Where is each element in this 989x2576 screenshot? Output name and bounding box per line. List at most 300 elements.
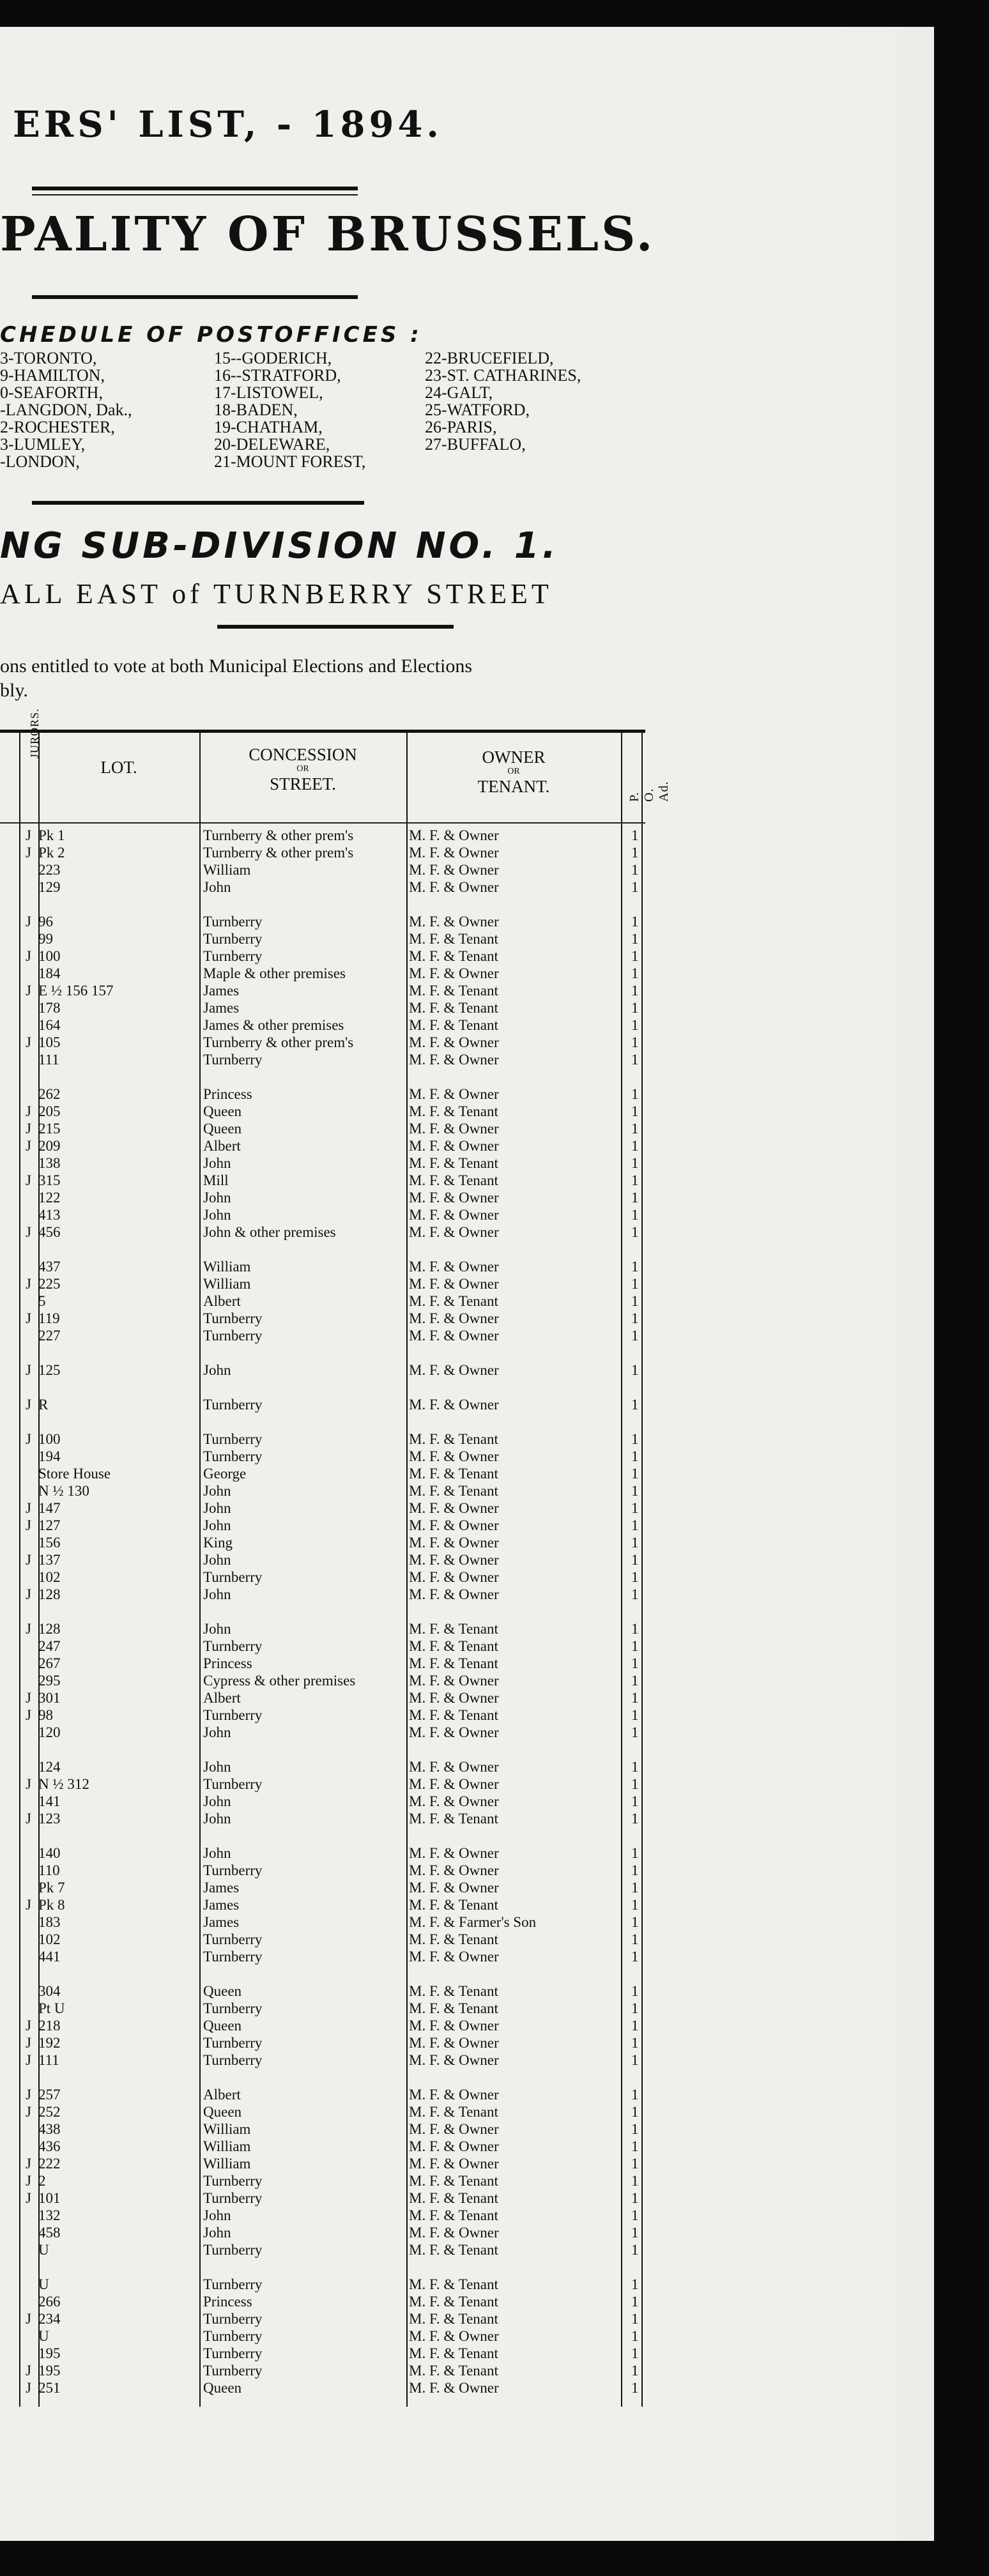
lot-cell: 183 [38, 1914, 61, 1930]
juror-mark: J [26, 2087, 31, 2103]
table-row [0, 1568, 645, 1586]
juror-mark: J [26, 2052, 31, 2068]
owner-cell: M. F. & Owner [409, 2052, 499, 2068]
table-row [0, 827, 645, 844]
poad-cell: 1 [631, 2311, 639, 2327]
owner-cell: M. F. & Owner [409, 1586, 499, 1602]
table-row [0, 982, 645, 999]
street-cell: Albert [203, 1293, 241, 1309]
street-cell: Queen [203, 2104, 242, 2120]
table-row [0, 947, 645, 965]
lot-cell: 105 [38, 1034, 61, 1050]
poad-cell: 1 [631, 1086, 639, 1102]
poad-cell: 1 [631, 845, 639, 861]
owner-cell: M. F. & Tenant [409, 1811, 498, 1827]
lot-cell: 141 [38, 1793, 61, 1809]
juror-mark: J [26, 1362, 31, 1378]
poad-cell: 1 [631, 1052, 639, 1068]
poad-cell: 1 [631, 879, 639, 895]
postoffice-entry: 15--GODERICH, [214, 349, 332, 367]
postoffice-entry: 21-MOUNT FOREST, [214, 452, 366, 471]
table-row [0, 2241, 645, 2258]
poad-cell: 1 [631, 1448, 639, 1464]
poad-cell: 1 [631, 2207, 639, 2223]
owner-header-line: OWNER [482, 747, 546, 767]
street-cell: John [203, 2225, 231, 2241]
table-row [0, 1586, 645, 1603]
lot-cell: 156 [38, 1535, 61, 1551]
poad-cell: 1 [631, 983, 639, 999]
owner-cell: M. F. & Owner [409, 1086, 499, 1102]
poad-cell: 1 [631, 1328, 639, 1344]
poad-cell: 1 [631, 2328, 639, 2344]
street-cell: John [203, 1207, 231, 1223]
poad-cell: 1 [631, 2104, 639, 2120]
subdivision-street: ALL EAST of TURNBERRY STREET [0, 578, 553, 610]
street-cell: John [203, 1586, 231, 1602]
table-row [0, 1982, 645, 2000]
owner-cell: M. F. & Tenant [409, 2173, 498, 2189]
table-row [0, 1016, 645, 1034]
poad-cell: 1 [631, 1431, 639, 1447]
street-cell: Turnberry & other prem's [203, 845, 354, 861]
owner-cell: M. F. & Owner [409, 1276, 499, 1292]
owner-cell: M. F. & Tenant [409, 931, 498, 947]
lot-cell: 209 [38, 1138, 61, 1154]
owner-cell: M. F. & Owner [409, 1862, 499, 1878]
poad-cell: 1 [631, 1759, 639, 1775]
street-cell: John [203, 1155, 231, 1171]
poad-cell: 1 [631, 1690, 639, 1706]
table-row [0, 2155, 645, 2172]
juror-mark: J [26, 1586, 31, 1602]
juror-mark: J [26, 827, 31, 843]
juror-mark: J [26, 2311, 31, 2327]
postoffice-entry: 19-CHATHAM, [214, 418, 323, 436]
street-cell: John [203, 1190, 231, 1206]
table-row [0, 1862, 645, 1879]
title-rule-thin [32, 194, 358, 195]
postoffice-entry: 3-LUMLEY, [0, 435, 86, 454]
table-row [0, 1465, 645, 1482]
street-cell: Turnberry [203, 1328, 263, 1344]
poad-cell: 1 [631, 1776, 639, 1792]
lot-cell: U [38, 2328, 49, 2344]
owner-cell: M. F. & Tenant [409, 2363, 498, 2379]
street-cell: John [203, 1793, 231, 1809]
street-cell: Turnberry [203, 2052, 263, 2068]
juror-mark: J [26, 1552, 31, 1568]
street-cell: William [203, 1276, 251, 1292]
owner-cell: M. F. & Tenant [409, 2104, 498, 2120]
lot-cell: 178 [38, 1000, 61, 1016]
street-cell: Turnberry [203, 1310, 263, 1326]
owner-cell: M. F. & Owner [409, 1328, 499, 1344]
postoffice-entry: 9-HAMILTON, [0, 366, 105, 385]
poad-cell: 1 [631, 2121, 639, 2137]
table-row [0, 1034, 645, 1051]
table-row [0, 1189, 645, 1206]
owner-cell: M. F. & Owner [409, 1673, 499, 1689]
owner-cell: M. F. & Owner [409, 1535, 499, 1551]
table-row [0, 1758, 645, 1775]
street-cell: Turnberry [203, 1949, 263, 1965]
lot-cell: 102 [38, 1569, 61, 1585]
table-row [0, 965, 645, 982]
street-cell: Turnberry [203, 1931, 263, 1947]
owner-cell: M. F. & Tenant [409, 1638, 498, 1654]
table-row [0, 2017, 645, 2034]
lot-cell: 437 [38, 1259, 61, 1275]
lot-cell: U [38, 2276, 49, 2292]
postoffice-entry: -LANGDON, Dak., [0, 401, 132, 419]
table-row [0, 2276, 645, 2293]
poad-cell: 1 [631, 1638, 639, 1654]
juror-mark: J [26, 1707, 31, 1723]
municipality-rule [32, 295, 358, 299]
postoffice-entry: 3-TORONTO, [0, 349, 97, 367]
subdivision-title: NG SUB-DIVISION NO. 1. [0, 525, 559, 567]
title-rule [32, 187, 358, 190]
juror-mark: J [26, 983, 31, 999]
street-cell: William [203, 2156, 251, 2172]
lot-cell: 195 [38, 2345, 61, 2361]
table-row [0, 2207, 645, 2224]
owner-cell: M. F. & Tenant [409, 1172, 498, 1188]
lot-cell: R [38, 1397, 49, 1413]
lot-cell: 128 [38, 1586, 61, 1602]
juror-mark: J [26, 2363, 31, 2379]
street-cell: James [203, 1000, 240, 1016]
owner-cell: M. F. & Owner [409, 2018, 499, 2034]
table-row [0, 1810, 645, 1827]
juror-mark: J [26, 948, 31, 964]
schedule-title: CHEDULE OF POSTOFFICES : [0, 322, 422, 348]
table-row [0, 1620, 645, 1637]
poad-cell: 1 [631, 2190, 639, 2206]
lot-cell: 100 [38, 1431, 61, 1447]
juror-mark: J [26, 1397, 31, 1413]
table-row [0, 2086, 645, 2103]
juror-mark: J [26, 2156, 31, 2172]
owner-cell: M. F. & Owner [409, 965, 499, 981]
lot-cell: 413 [38, 1207, 61, 1223]
lot-cell: 99 [38, 931, 53, 947]
table-row [0, 1275, 645, 1292]
table-row [0, 2224, 645, 2241]
intro-line: bly. [0, 680, 28, 701]
owner-header-line: TENANT. [477, 777, 550, 796]
poad-cell: 1 [631, 2242, 639, 2258]
table-row [0, 1085, 645, 1103]
juror-mark: J [26, 1517, 31, 1533]
owner-cell: M. F. & Owner [409, 879, 499, 895]
table-row [0, 999, 645, 1016]
table-row [0, 2172, 645, 2189]
poad-cell: 1 [631, 1949, 639, 1965]
lot-cell: 111 [38, 1052, 59, 1068]
lot-cell: 119 [38, 1310, 60, 1326]
poad-cell: 1 [631, 2156, 639, 2172]
postoffice-entry: 17-LISTOWEL, [214, 383, 323, 402]
street-cell: John [203, 2207, 231, 2223]
table-row [0, 844, 645, 861]
poad-cell: 1 [631, 948, 639, 964]
poad-cell: 1 [631, 1172, 639, 1188]
poad-cell: 1 [631, 1811, 639, 1827]
poad-cell: 1 [631, 1983, 639, 1999]
lot-cell: 223 [38, 862, 61, 878]
lot-cell: 124 [38, 1759, 61, 1775]
owner-cell: M. F. & Owner [409, 1552, 499, 1568]
intro-line: ons entitled to vote at both Municipal Elections and Elections [0, 656, 473, 677]
document-page [0, 27, 934, 2541]
table-row [0, 2120, 645, 2138]
owner-cell: M. F. & Owner [409, 1362, 499, 1378]
lot-cell: 441 [38, 1949, 61, 1965]
table-row [0, 2138, 645, 2155]
street-cell: Princess [203, 1086, 252, 1102]
lot-cell: 315 [38, 1172, 61, 1188]
poad-cell: 1 [631, 1793, 639, 1809]
owner-cell: M. F. & Owner [409, 1569, 499, 1585]
table-row [0, 2379, 645, 2396]
table-row [0, 878, 645, 896]
table-row [0, 2000, 645, 2017]
street-cell: Turnberry [203, 2000, 263, 2016]
lot-cell: 192 [38, 2035, 61, 2051]
street-cell: William [203, 862, 251, 878]
street-cell: John [203, 879, 231, 895]
owner-cell: M. F. & Owner [409, 1500, 499, 1516]
poad-cell: 1 [631, 2052, 639, 2068]
lot-cell: 111 [38, 2052, 59, 2068]
owner-cell: M. F. & Owner [409, 1052, 499, 1068]
poad-cell: 1 [631, 1897, 639, 1913]
street-cell: John [203, 1759, 231, 1775]
poad-cell: 1 [631, 2276, 639, 2292]
lot-cell: 100 [38, 948, 61, 964]
postoffice-entry: -LONDON, [0, 452, 80, 471]
owner-cell: M. F. & Tenant [409, 1155, 498, 1171]
table-row [0, 1430, 645, 1448]
poad-cell: 1 [631, 914, 639, 930]
street-cell: Cypress & other premises [203, 1673, 356, 1689]
table-row [0, 1103, 645, 1120]
intro-text [0, 654, 472, 703]
table-row [0, 1327, 645, 1344]
juror-mark: J [26, 2173, 31, 2189]
lot-cell: 138 [38, 1155, 61, 1171]
owner-cell: M. F. & Tenant [409, 1483, 498, 1499]
table-row [0, 1482, 645, 1499]
lot-cell: 128 [38, 1621, 61, 1637]
lot-cell: 458 [38, 2225, 61, 2241]
juror-mark: J [26, 1500, 31, 1516]
subdivision-rule [217, 625, 454, 629]
table-row [0, 2345, 645, 2362]
lot-cell: 122 [38, 1190, 61, 1206]
table-row [0, 1448, 645, 1465]
table-row [0, 1517, 645, 1534]
street-cell: Turnberry [203, 1862, 263, 1878]
owner-header [406, 748, 621, 795]
street-cell: Turnberry [203, 2276, 263, 2292]
jurors-header: JURORS. [28, 708, 41, 758]
owner-cell: M. F. & Tenant [409, 983, 498, 999]
owner-cell: M. F. & Owner [409, 1517, 499, 1533]
juror-mark: J [26, 1224, 31, 1240]
owner-cell: M. F. & Owner [409, 862, 499, 878]
poad-header: P. O. Ad. [627, 781, 671, 802]
table-row [0, 1655, 645, 1672]
lot-cell: Pk 8 [38, 1897, 65, 1913]
owner-cell: M. F. & Tenant [409, 1655, 498, 1671]
lot-cell: 98 [38, 1707, 53, 1723]
street-cell: Turnberry [203, 1052, 263, 1068]
lot-cell: 164 [38, 1017, 61, 1033]
owner-cell: M. F. & Tenant [409, 1707, 498, 1723]
lot-cell: 247 [38, 1638, 61, 1654]
postoffice-entry: 23-ST. CATHARINES, [425, 366, 581, 385]
street-cell: Turnberry [203, 2363, 263, 2379]
poad-cell: 1 [631, 1397, 639, 1413]
owner-cell: M. F. & Tenant [409, 2311, 498, 2327]
juror-mark: J [26, 1431, 31, 1447]
street-cell: William [203, 2138, 251, 2154]
juror-mark: J [26, 1034, 31, 1050]
poad-cell: 1 [631, 1724, 639, 1740]
owner-cell: M. F. & Tenant [409, 1017, 498, 1033]
juror-mark: J [26, 1897, 31, 1913]
poad-cell: 1 [631, 2138, 639, 2154]
street-cell: John [203, 1362, 231, 1378]
lot-cell: 125 [38, 1362, 61, 1378]
table-row [0, 1172, 645, 1189]
poad-cell: 1 [631, 1276, 639, 1292]
poad-cell: 1 [631, 1862, 639, 1878]
street-cell: Turnberry [203, 1448, 263, 1464]
owner-cell: M. F. & Owner [409, 2328, 499, 2344]
lot-cell: 96 [38, 914, 53, 930]
street-cell: John & other premises [203, 1224, 336, 1240]
owner-cell: M. F. & Tenant [409, 1983, 498, 1999]
juror-mark: J [26, 2018, 31, 2034]
juror-mark: J [26, 1172, 31, 1188]
street-cell: Princess [203, 2294, 252, 2310]
street-cell: James [203, 1880, 240, 1896]
poad-cell: 1 [631, 2294, 639, 2310]
table-row [0, 1534, 645, 1551]
table-row [0, 1931, 645, 1948]
lot-cell: Store House [38, 1466, 111, 1482]
juror-mark: J [26, 845, 31, 861]
postoffice-entry: 22-BRUCEFIELD, [425, 349, 554, 367]
owner-cell: M. F. & Owner [409, 914, 499, 930]
concession-header-line: STREET. [270, 774, 336, 793]
street-cell: Queen [203, 2380, 242, 2396]
street-cell: Turnberry [203, 2035, 263, 2051]
poad-cell: 1 [631, 1880, 639, 1896]
street-cell: Turnberry [203, 948, 263, 964]
municipality-title: PALITY OF BRUSSELS. [0, 207, 656, 262]
owner-cell: M. F. & Owner [409, 2035, 499, 2051]
postoffice-column-2 [214, 349, 365, 470]
lot-cell: 257 [38, 2087, 61, 2103]
owner-cell: M. F. & Tenant [409, 1466, 498, 1482]
concession-header [199, 746, 406, 793]
table-row [0, 1844, 645, 1862]
lot-cell: 137 [38, 1552, 61, 1568]
owner-cell: M. F. & Tenant [409, 2276, 498, 2292]
table-row [0, 1361, 645, 1379]
owner-cell: M. F. & Owner [409, 827, 499, 843]
poad-cell: 1 [631, 1673, 639, 1689]
street-cell: Turnberry [203, 2173, 263, 2189]
street-cell: Queen [203, 1983, 242, 1999]
table-row [0, 2051, 645, 2069]
table-row [0, 1879, 645, 1896]
owner-cell: M. F. & Owner [409, 2121, 499, 2137]
juror-mark: J [26, 1621, 31, 1637]
street-cell: Maple & other premises [203, 965, 346, 981]
poad-cell: 1 [631, 2345, 639, 2361]
table-row [0, 1499, 645, 1517]
owner-header-or: OR [507, 767, 520, 776]
owner-cell: M. F. & Tenant [409, 1000, 498, 1016]
poad-cell: 1 [631, 2173, 639, 2189]
owner-cell: M. F. & Owner [409, 1310, 499, 1326]
table-row [0, 2034, 645, 2051]
street-cell: Turnberry [203, 2345, 263, 2361]
list-title: ERS' LIST, - 1894. [13, 103, 443, 146]
owner-cell: M. F. & Owner [409, 1121, 499, 1137]
owner-cell: M. F. & Tenant [409, 2000, 498, 2016]
owner-cell: M. F. & Owner [409, 1138, 499, 1154]
table-row [0, 1258, 645, 1275]
street-cell: Queen [203, 2018, 242, 2034]
poad-cell: 1 [631, 1310, 639, 1326]
owner-cell: M. F. & Owner [409, 2225, 499, 2241]
poad-cell: 1 [631, 1655, 639, 1671]
street-cell: John [203, 1483, 231, 1499]
poad-cell: 1 [631, 1500, 639, 1516]
table-row [0, 1310, 645, 1327]
table-row [0, 930, 645, 947]
poad-cell: 1 [631, 827, 639, 843]
lot-cell: 456 [38, 1224, 61, 1240]
table-row [0, 2189, 645, 2207]
lot-cell: 101 [38, 2190, 61, 2206]
street-cell: Turnberry & other prem's [203, 827, 354, 843]
owner-cell: M. F. & Tenant [409, 1621, 498, 1637]
lot-cell: Pk 1 [38, 827, 65, 843]
lot-cell: 251 [38, 2380, 61, 2396]
street-cell: Albert [203, 2087, 241, 2103]
postoffice-entry: 27-BUFFALO, [425, 435, 526, 454]
poad-cell: 1 [631, 1552, 639, 1568]
lot-cell: Pk 7 [38, 1880, 65, 1896]
lot-cell: N ½ 130 [38, 1483, 89, 1499]
table-row [0, 861, 645, 878]
lot-header: LOT. [100, 758, 137, 777]
postoffice-column-3 [425, 349, 581, 453]
owner-cell: M. F. & Owner [409, 2138, 499, 2154]
table-row [0, 2327, 645, 2345]
lot-cell: 123 [38, 1811, 61, 1827]
lot-cell: 266 [38, 2294, 61, 2310]
street-cell: Queen [203, 1103, 242, 1119]
